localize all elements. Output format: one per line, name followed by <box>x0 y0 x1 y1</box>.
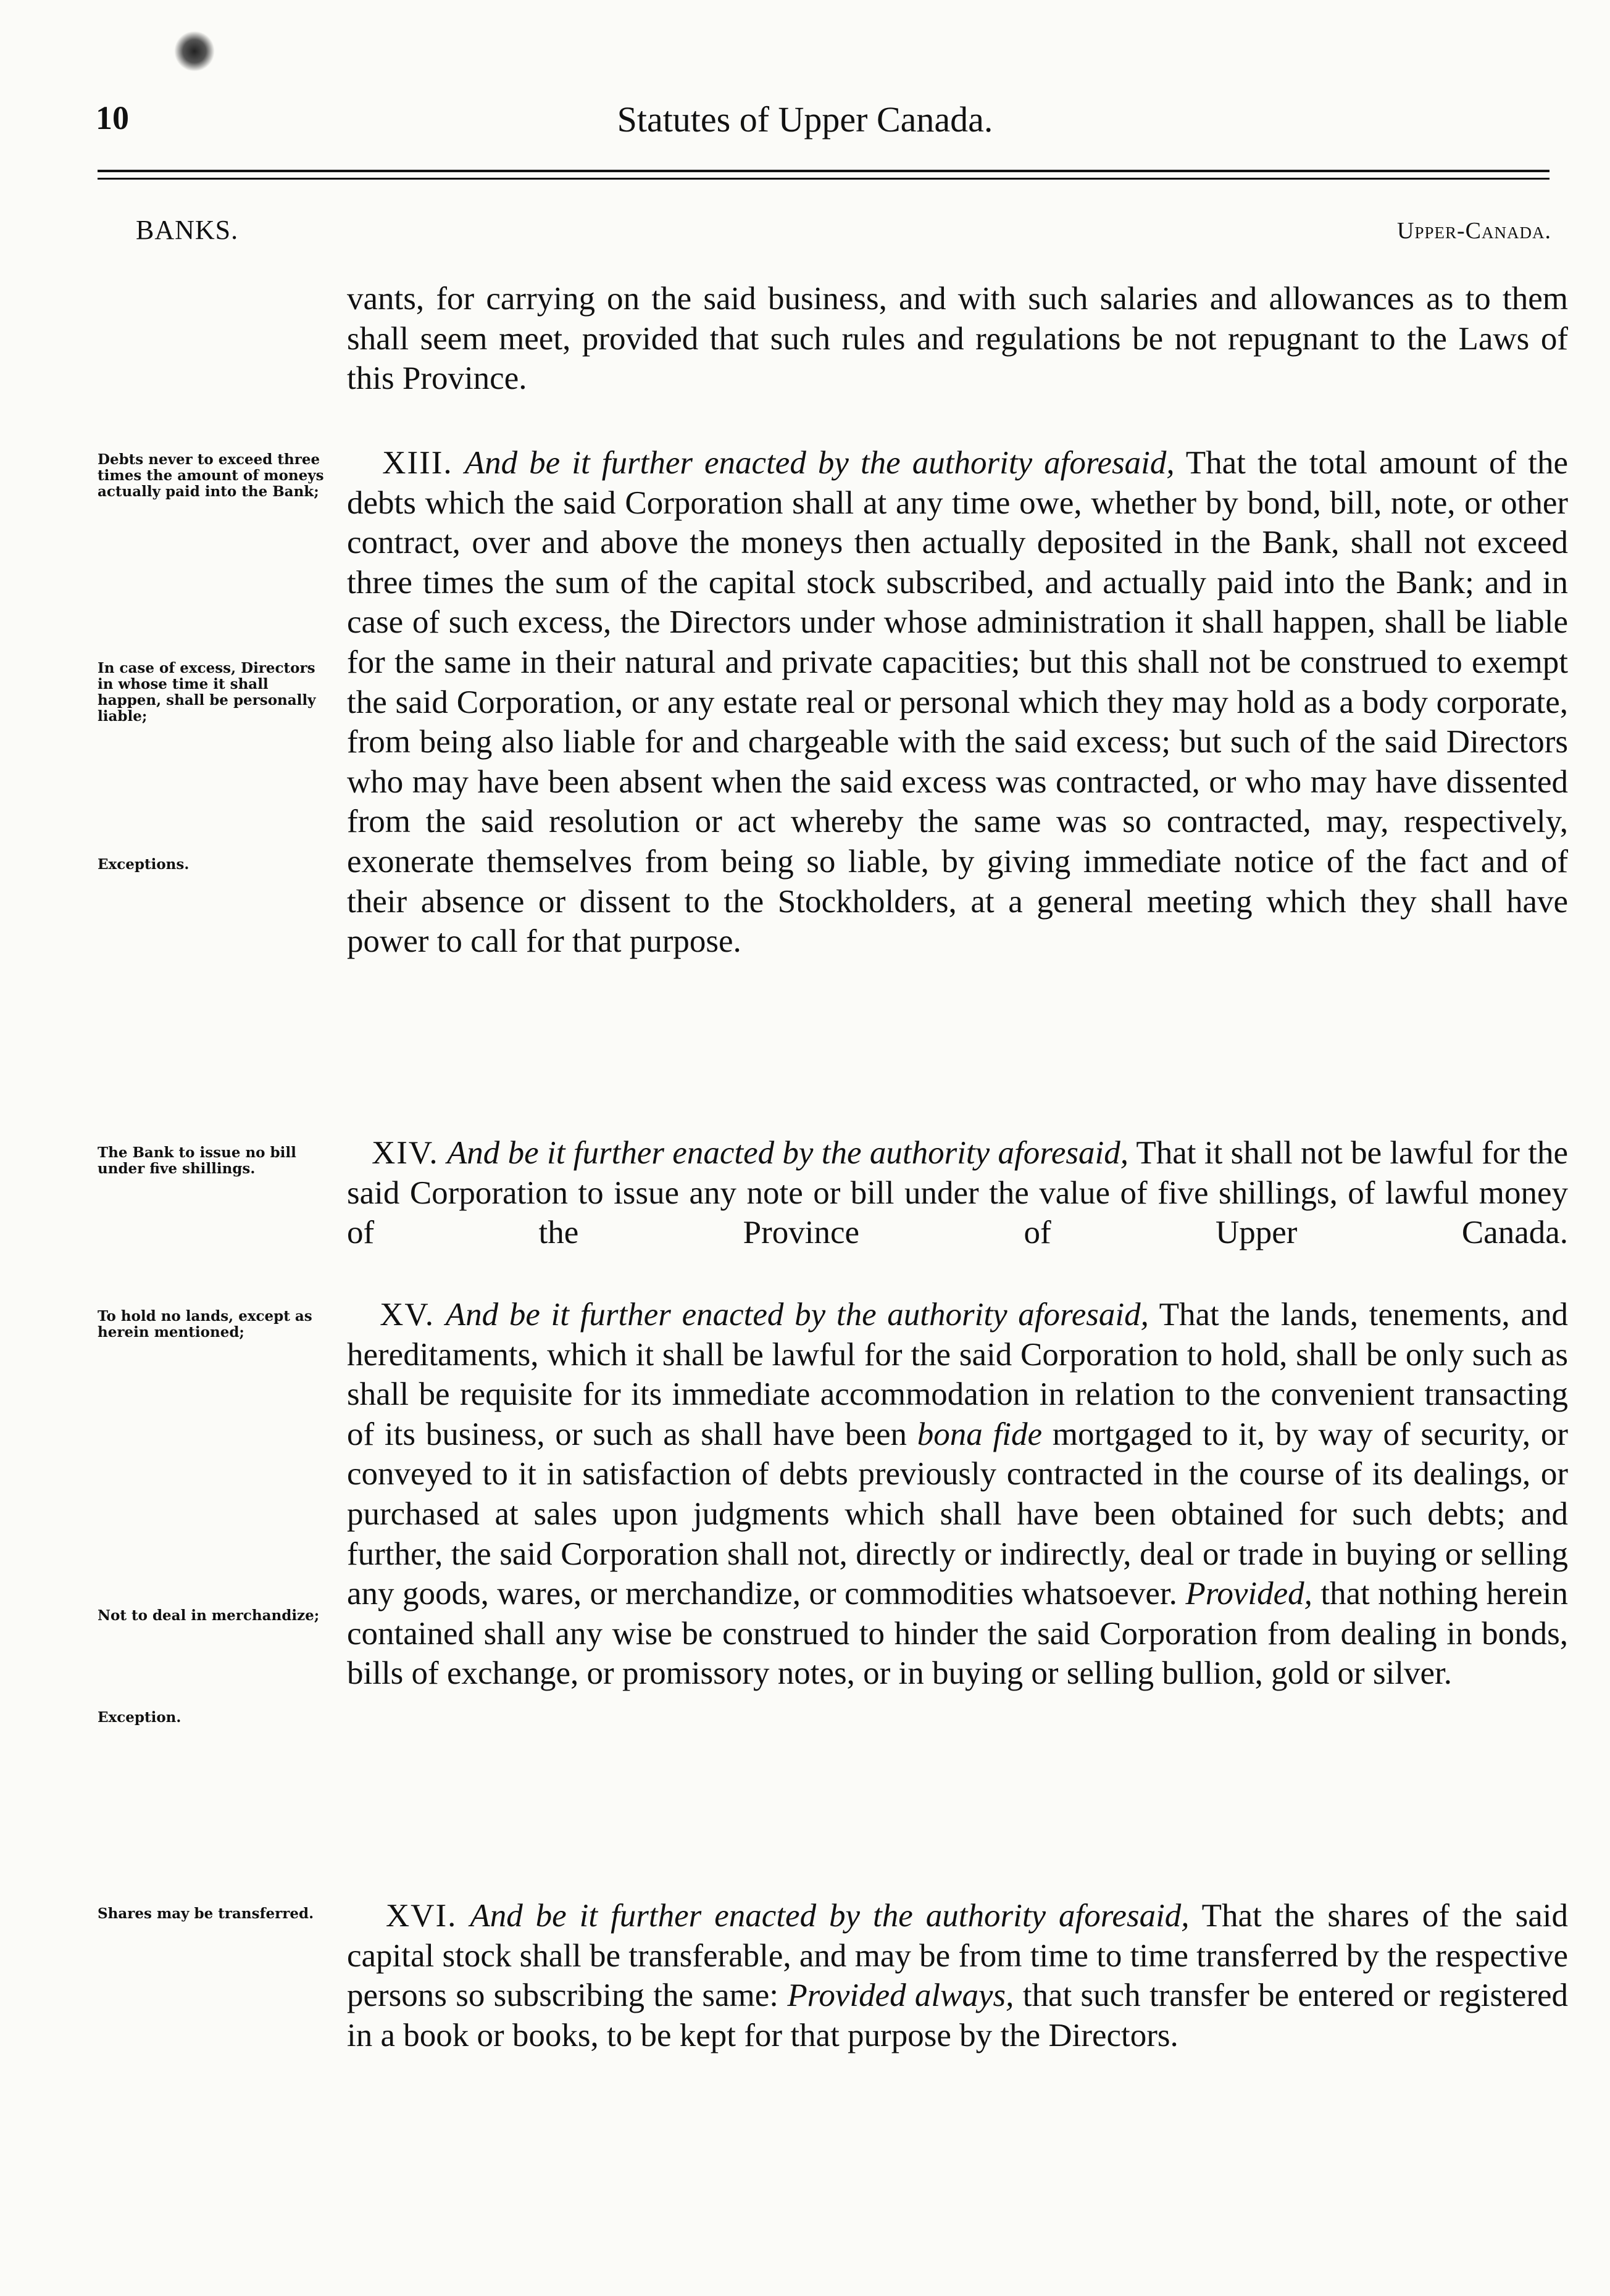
paragraph-text: vants, for carrying on the said business, and with such salaries and allowances as to them shall seem meet, provided that such rules and regulations be not repugnant to the Laws of this Province. <box>347 281 1568 397</box>
margin-note-lands: To hold no lands, except as herein mentioned; <box>98 1308 312 1341</box>
paragraph-text: That the lands, tenements, and hereditaments, which it shall be lawful for the said Corporation to hold, shall be only such as shall be requisite for its immediate accommodation in relation to the convenient transacting of its business, or such as shall have been <box>347 1297 1569 1452</box>
proviso-word: Provided, <box>1185 1576 1312 1612</box>
enacting-clause: And be it further enacted by the authority aforesaid, <box>446 1135 1129 1171</box>
section-xvi <box>347 1896 1568 2055</box>
paragraph-text: That the total amount of the debts which the said Corporation shall at any time owe, whether by bond, bill, note, or other contract, over and above the moneys then actually deposited in the Bank, shall not exceed three times the sum of the capital stock subscribed, and actually paid into the Bank; and in case of such excess, the Directors under whose administration it shall happen, shall be liable for the same in their natural and private capacities; but this shall not be construed to exempt the said Corporation, or any estate real or personal which they may hold as a body corporate, from being also liable for and chargeable with the said excess; but such of the said Directors who may have been absent when the said excess was contracted, or who may have dissented from the said resolution or act whereby the same was so contracted, may, respectively, exonerate themselves from being so liable, by giving immediate notice of the fact and of their absence or dissent to the Stockholders, at a general meeting which they shall have power to call for that purpose. <box>347 445 1568 960</box>
margin-note-exceptions: Exceptions. <box>98 856 190 873</box>
paragraph-text: That the shares of the said capital stock shall be transferable, and may be from time to time transferred by the respective persons so subscribing the same: <box>347 1898 1569 2014</box>
section-label: BANKS. <box>136 215 239 245</box>
proviso-word: Provided always, <box>787 1978 1014 2014</box>
header-rule-thin <box>98 178 1550 180</box>
paragraph-text: that such transfer be entered or registered in a book or books, to be kept for that purpose by the Directors. <box>347 1978 1569 2053</box>
section-xiii <box>347 443 1568 962</box>
section-xv <box>347 1295 1568 1694</box>
margin-note-no-small-bills: The Bank to issue no bill under five shillings. <box>98 1144 296 1177</box>
ink-blot <box>174 31 215 72</box>
section-xiv <box>347 1133 1568 1253</box>
paragraph-text: That it shall not be lawful for the said Corporation to issue any note or bill under the value of five shillings, of lawful money of the Province of Upper Canada. <box>347 1135 1569 1251</box>
enacting-clause: And be it further enacted by the authority aforesaid, <box>470 1898 1190 1934</box>
latin-phrase: bona fide <box>917 1416 1043 1452</box>
section-number: XVI. <box>385 1898 457 1934</box>
enacting-clause: And be it further enacted by the authority aforesaid, <box>445 1297 1149 1333</box>
page-number: 10 <box>96 99 129 136</box>
paragraph-continuation <box>347 279 1568 399</box>
margin-note-merchandize: Not to deal in merchandize; <box>98 1607 320 1624</box>
paragraph-text: mortgaged to it, by way of security, or conveyed to it in satisfaction of debts previously contracted in the course of its dealings, or purchased at sales upon judgments which shall have been obtained for such debts; and further, the said Corporation shall not, directly or indirectly, deal or trade in buying or selling any goods, wares, or merchandize, or commodities whatsoever. <box>347 1416 1568 1612</box>
margin-note-debts-limit: Debts never to exceed three times the amount of moneys actually paid into the Bank; <box>98 451 324 500</box>
running-title: Statutes of Upper Canada. <box>617 99 993 139</box>
margin-note-excess-liability: In case of excess, Directors in whose time it shall happen, shall be personally liable; <box>98 660 316 725</box>
margin-note-shares: Shares may be transferred. <box>98 1905 314 1922</box>
paragraph-text: that nothing herein contained shall any wise be construed to hinder the said Corporation from dealing in bonds, bills of exchange, or promissory notes, or in buying or selling bullion, gold or silver. <box>347 1576 1568 1692</box>
margin-note-exception: Exception. <box>98 1709 181 1726</box>
section-number: XIV. <box>371 1135 439 1171</box>
section-number: XIII. <box>382 445 453 481</box>
jurisdiction-label: Upper-Canada. <box>1397 218 1551 244</box>
header-rule-thick <box>98 170 1550 172</box>
section-number: XV. <box>380 1297 435 1333</box>
enacting-clause: And be it further enacted by the authority aforesaid, <box>464 445 1175 481</box>
